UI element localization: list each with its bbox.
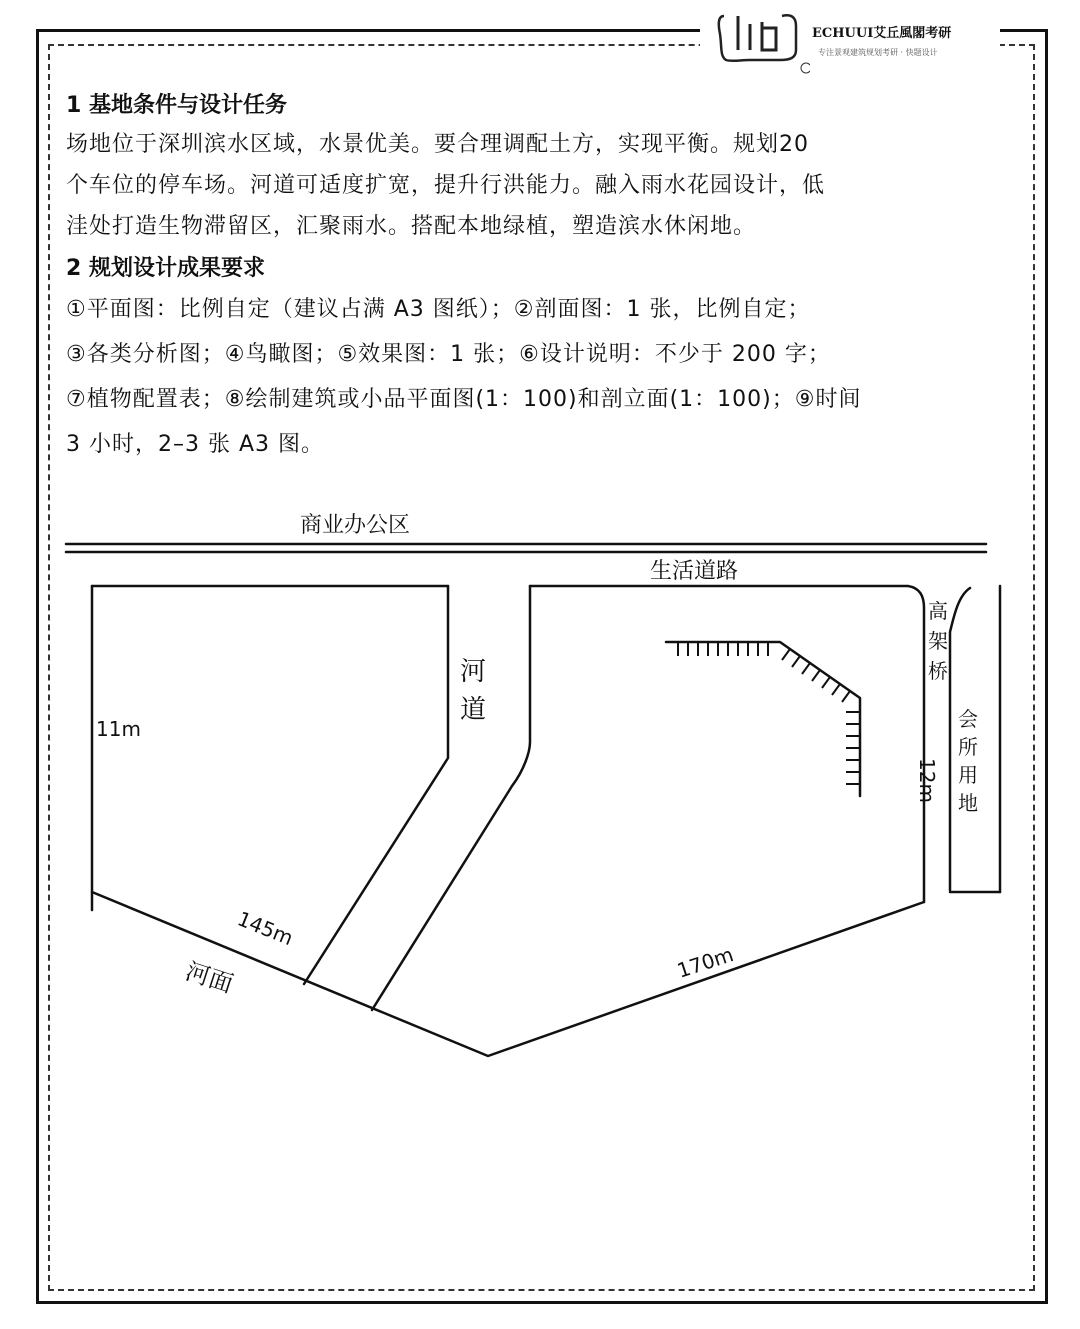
requirement-line-1: ①平面图：比例自定（建议占满 A3 图纸）；②剖面图：1 张，比例自定； (66, 297, 811, 322)
section1-line-2: 个车位的停车场。河道可适度扩宽，提升行洪能力。融入雨水花园设计，低 (66, 173, 826, 198)
label-club-2: 所 (958, 735, 978, 759)
logo-brand-text: ECHUUI艾丘風閣考研 (812, 26, 952, 41)
section2-heading: 2 规划设计成果要求 (66, 256, 265, 281)
label-club-4: 地 (958, 791, 978, 815)
dimension-left: 11m (96, 717, 141, 741)
brand-logo (700, 0, 1000, 76)
requirement-line-3: ⑦植物配置表；⑧绘制建筑或小品平面图(1：100)和剖立面(1：100)；⑨时间 (66, 387, 862, 412)
task-content (66, 88, 1016, 467)
site-boundary-top (92, 586, 924, 902)
dimension-bottom-right: 170m (674, 942, 737, 983)
retaining-wall (666, 642, 860, 796)
section1-heading: 1 基地条件与设计任务 (66, 93, 287, 118)
label-overpass-3: 桥 (928, 659, 948, 683)
retaining-wall-hatch (678, 642, 860, 784)
logo-tagline: 专注景观建筑规划考研 · 快题设计 (818, 48, 938, 57)
label-river-surface: 河面 (182, 957, 237, 999)
label-living-road: 生活道路 (650, 559, 739, 584)
label-overpass-2: 架 (928, 629, 948, 653)
label-overpass-1: 高 (928, 599, 948, 623)
label-river-channel-1: 河 (460, 657, 487, 687)
label-club-3: 用 (958, 763, 978, 787)
label-commercial-office: 商业办公区 (300, 513, 411, 538)
site-plan-sketch (50, 490, 1010, 1080)
dimension-bottom-left: 145m (234, 906, 297, 951)
logo-mark-icon (710, 4, 810, 74)
label-club-1: 会 (958, 707, 978, 731)
river-channel-right-bank (372, 586, 530, 1010)
requirement-line-4: 3 小时，2–3 张 A3 图。 (66, 432, 325, 457)
section1-line-1: 场地位于深圳滨水区域，水景优美。要合理调配土方，实现平衡。规划20 (66, 132, 809, 157)
section1-line-3: 洼处打造生物滞留区，汇聚雨水。搭配本地绿植，塑造滨水休闲地。 (66, 214, 757, 239)
requirement-line-2: ③各类分析图；④鸟瞰图；⑤效果图：1 张；⑥设计说明：不少于 200 字； (66, 342, 831, 367)
dimension-right: 12m (915, 758, 939, 803)
label-river-channel-2: 道 (460, 695, 487, 725)
